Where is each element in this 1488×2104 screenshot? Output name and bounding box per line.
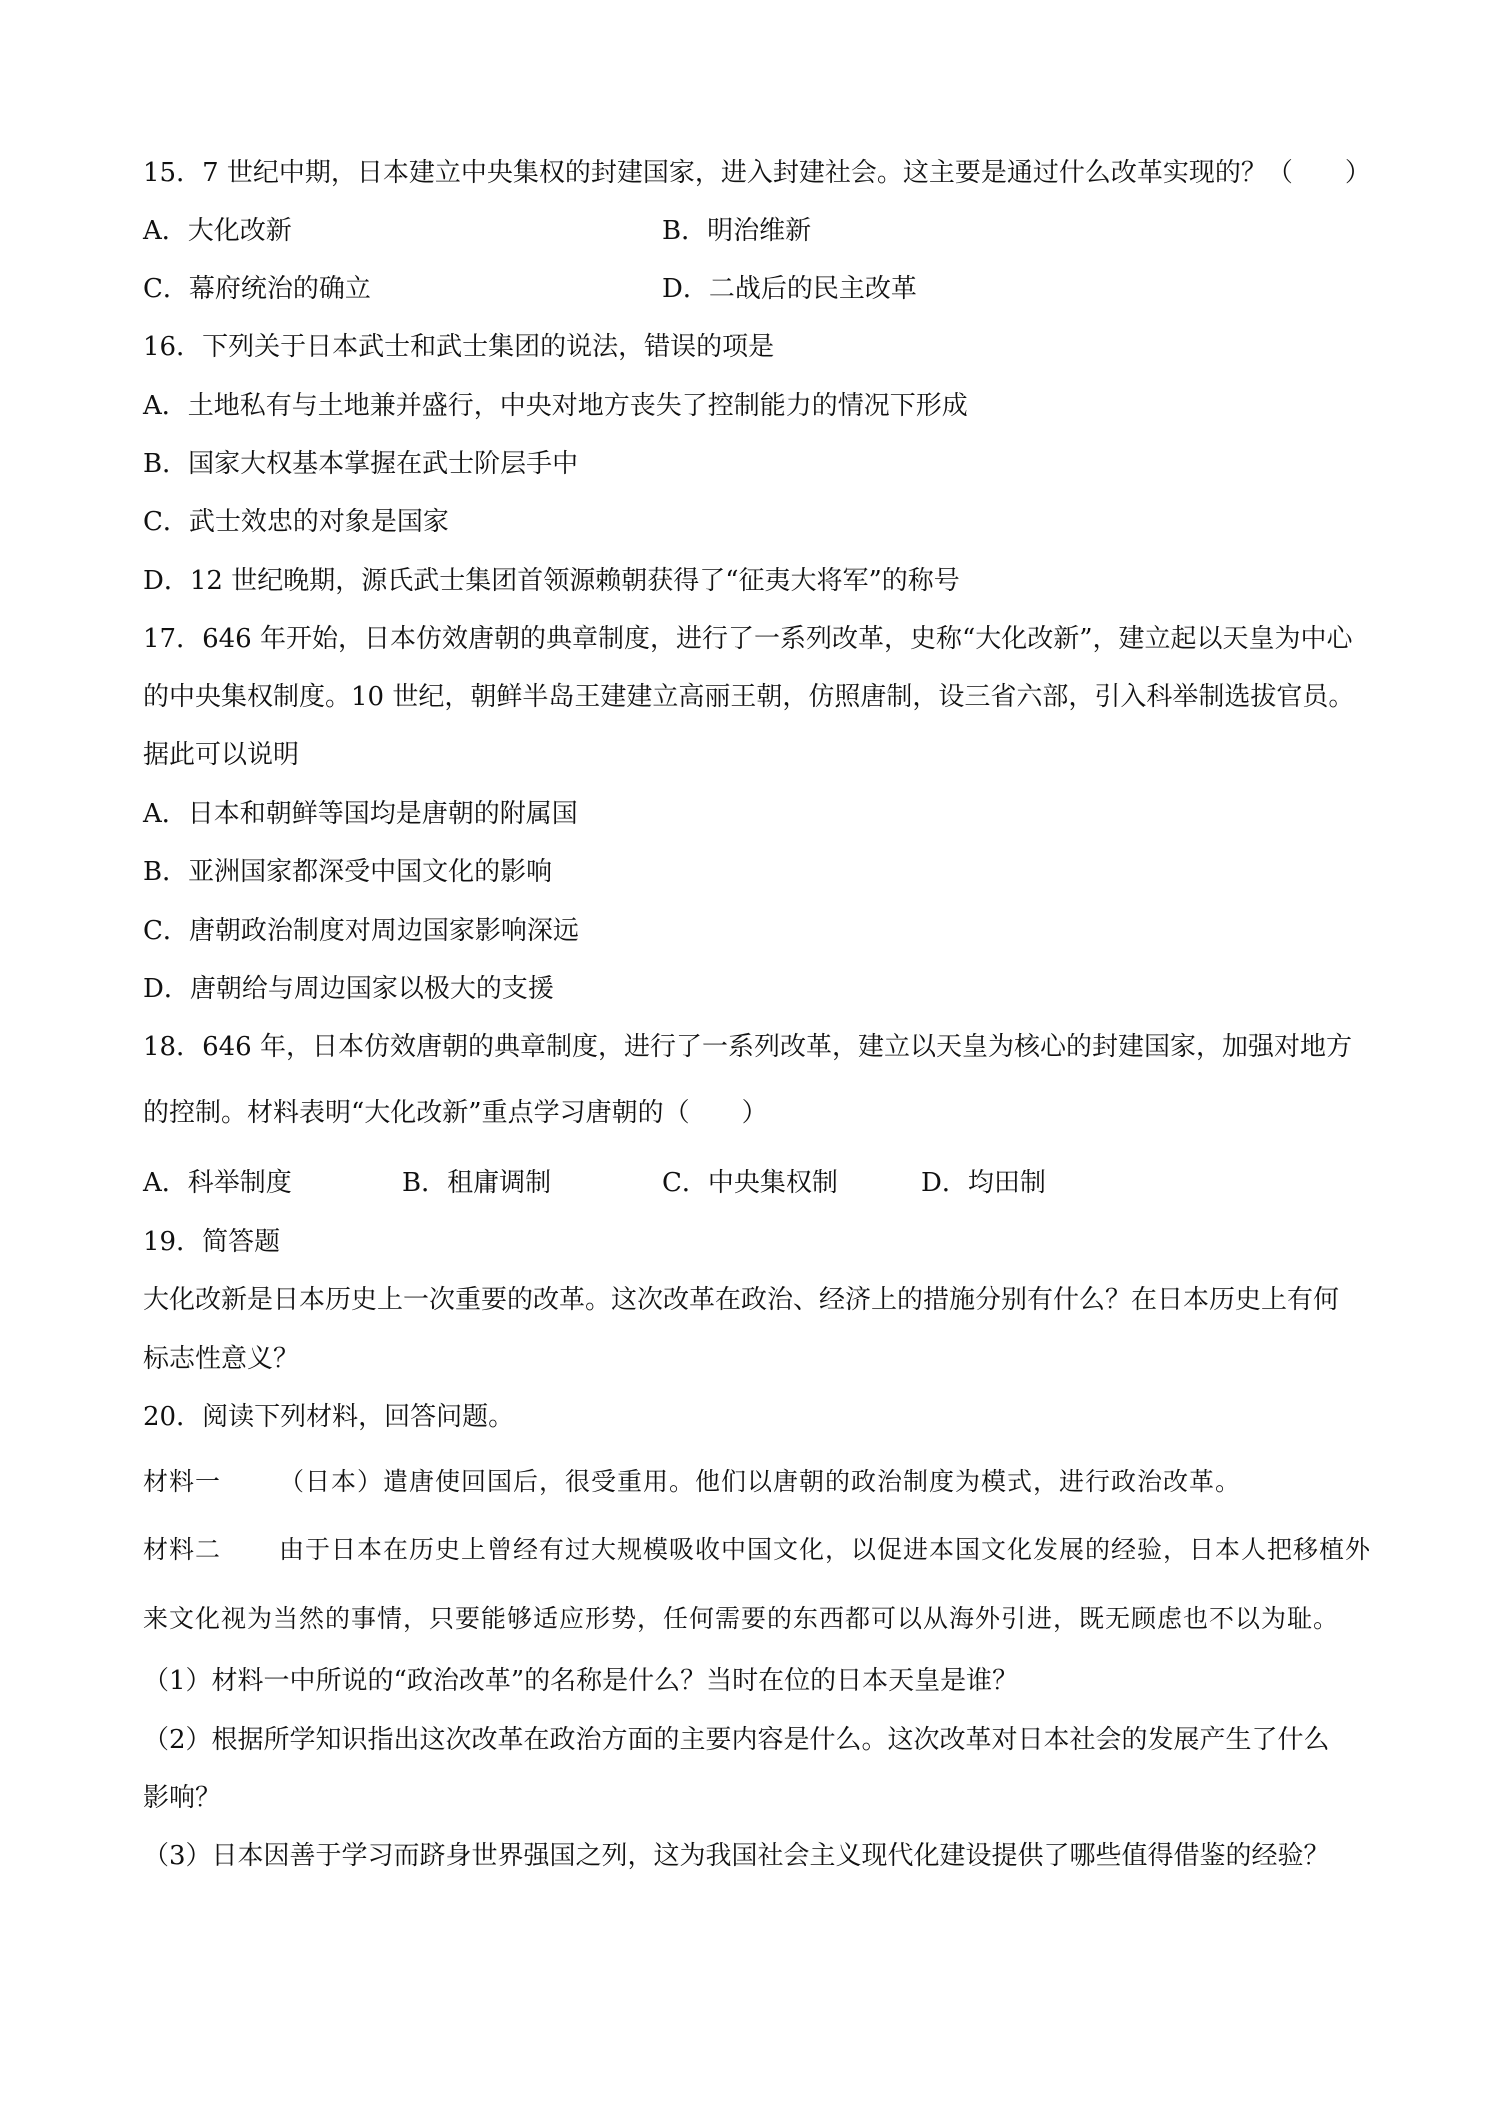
q17-option-a: A．日本和朝鲜等国均是唐朝的附属国 xyxy=(143,799,578,829)
q15-option-d: D．二战后的民主改革 xyxy=(662,274,917,304)
q18-option-a: A．科举制度 xyxy=(143,1168,292,1198)
q20-sub-question-2-line1: （2）根据所学知识指出这次改革在政治方面的主要内容是什么。这次改革对日本社会的发展产生了什么 xyxy=(143,1725,1330,1755)
q17-option-d: D．唐朝给与周边国家以极大的支援 xyxy=(143,974,554,1004)
q18-option-c: C．中央集权制 xyxy=(662,1168,838,1198)
material-two-text: 由于日本在历史上曾经有过大规模吸收中国文化，以促进本国文化发展的经验，日本人把移植外 xyxy=(279,1535,1372,1564)
q19-body-line2: 标志性意义？ xyxy=(143,1344,300,1374)
q16-option-a: A．土地私有与土地兼并盛行，中央对地方丧失了控制能力的情况下形成 xyxy=(143,391,968,421)
q16-stem: 16．下列关于日本武士和武士集团的说法，错误的项是 xyxy=(143,332,775,362)
q17-option-b: B．亚洲国家都深受中国文化的影响 xyxy=(143,857,553,887)
q20-material-two-line1 xyxy=(143,1537,1371,1562)
q20-material-two-line2: 来文化视为当然的事情，只要能够适应形势，任何需要的东西都可以从海外引进，既无顾虑也不以为耻。 xyxy=(143,1604,1340,1633)
q15-stem: 15．7 世纪中期，日本建立中央集权的封建国家，进入封建社会。这主要是通过什么改革实现的？（ ） xyxy=(143,158,1371,188)
material-one-text: （日本）遣唐使回国后，很受重用。他们以唐朝的政治制度为模式，进行政治改革。 xyxy=(279,1467,1242,1496)
q18-option-d: D．均田制 xyxy=(921,1168,1046,1198)
q18-stem-line1: 18．646 年，日本仿效唐朝的典章制度，进行了一系列改革，建立以天皇为核心的封建国家，加强对地方 xyxy=(143,1032,1352,1062)
q18-stem-line2: 的控制。材料表明“大化改新”重点学习唐朝的（ ） xyxy=(143,1098,768,1128)
q18-option-b: B．租庸调制 xyxy=(402,1168,552,1198)
q15-option-c: C．幕府统治的确立 xyxy=(143,274,371,304)
q19-body-line1: 大化改新是日本历史上一次重要的改革。这次改革在政治、经济上的措施分别有什么？在日本历史上有何 xyxy=(143,1285,1340,1315)
q20-sub-question-1: （1）材料一中所说的“政治改革”的名称是什么？当时在位的日本天皇是谁？ xyxy=(143,1666,1019,1696)
q17-stem-line3: 据此可以说明 xyxy=(143,740,300,770)
q15-option-a: A．大化改新 xyxy=(143,216,292,246)
q20-sub-question-3: （3）日本因善于学习而跻身世界强国之列，这为我国社会主义现代化建设提供了哪些值得借鉴的经验？ xyxy=(143,1841,1330,1871)
q20-material-one xyxy=(143,1469,1241,1494)
q16-option-b: B．国家大权基本掌握在武士阶层手中 xyxy=(143,449,579,479)
material-one-label: 材料一 xyxy=(143,1467,222,1496)
q16-option-d: D．12 世纪晚期，源氏武士集团首领源赖朝获得了“征夷大将军”的称号 xyxy=(143,566,960,596)
q16-option-c: C．武士效忠的对象是国家 xyxy=(143,507,449,537)
q17-stem-line1: 17．646 年开始，日本仿效唐朝的典章制度，进行了一系列改革，史称“大化改新”，建立起以天皇为中心 xyxy=(143,624,1353,654)
q20-sub-question-2-line2: 影响？ xyxy=(143,1783,222,1813)
q17-stem-line2: 的中央集权制度。10 世纪，朝鲜半岛王建建立高丽王朝，仿照唐制，设三省六部，引入科举制选拔官员。 xyxy=(143,682,1355,712)
material-two-label: 材料二 xyxy=(143,1535,222,1564)
q20-title: 20．阅读下列材料，回答问题。 xyxy=(143,1402,515,1432)
q17-option-c: C．唐朝政治制度对周边国家影响深远 xyxy=(143,916,579,946)
q19-title: 19．简答题 xyxy=(143,1227,281,1257)
q15-option-b: B．明治维新 xyxy=(662,216,812,246)
